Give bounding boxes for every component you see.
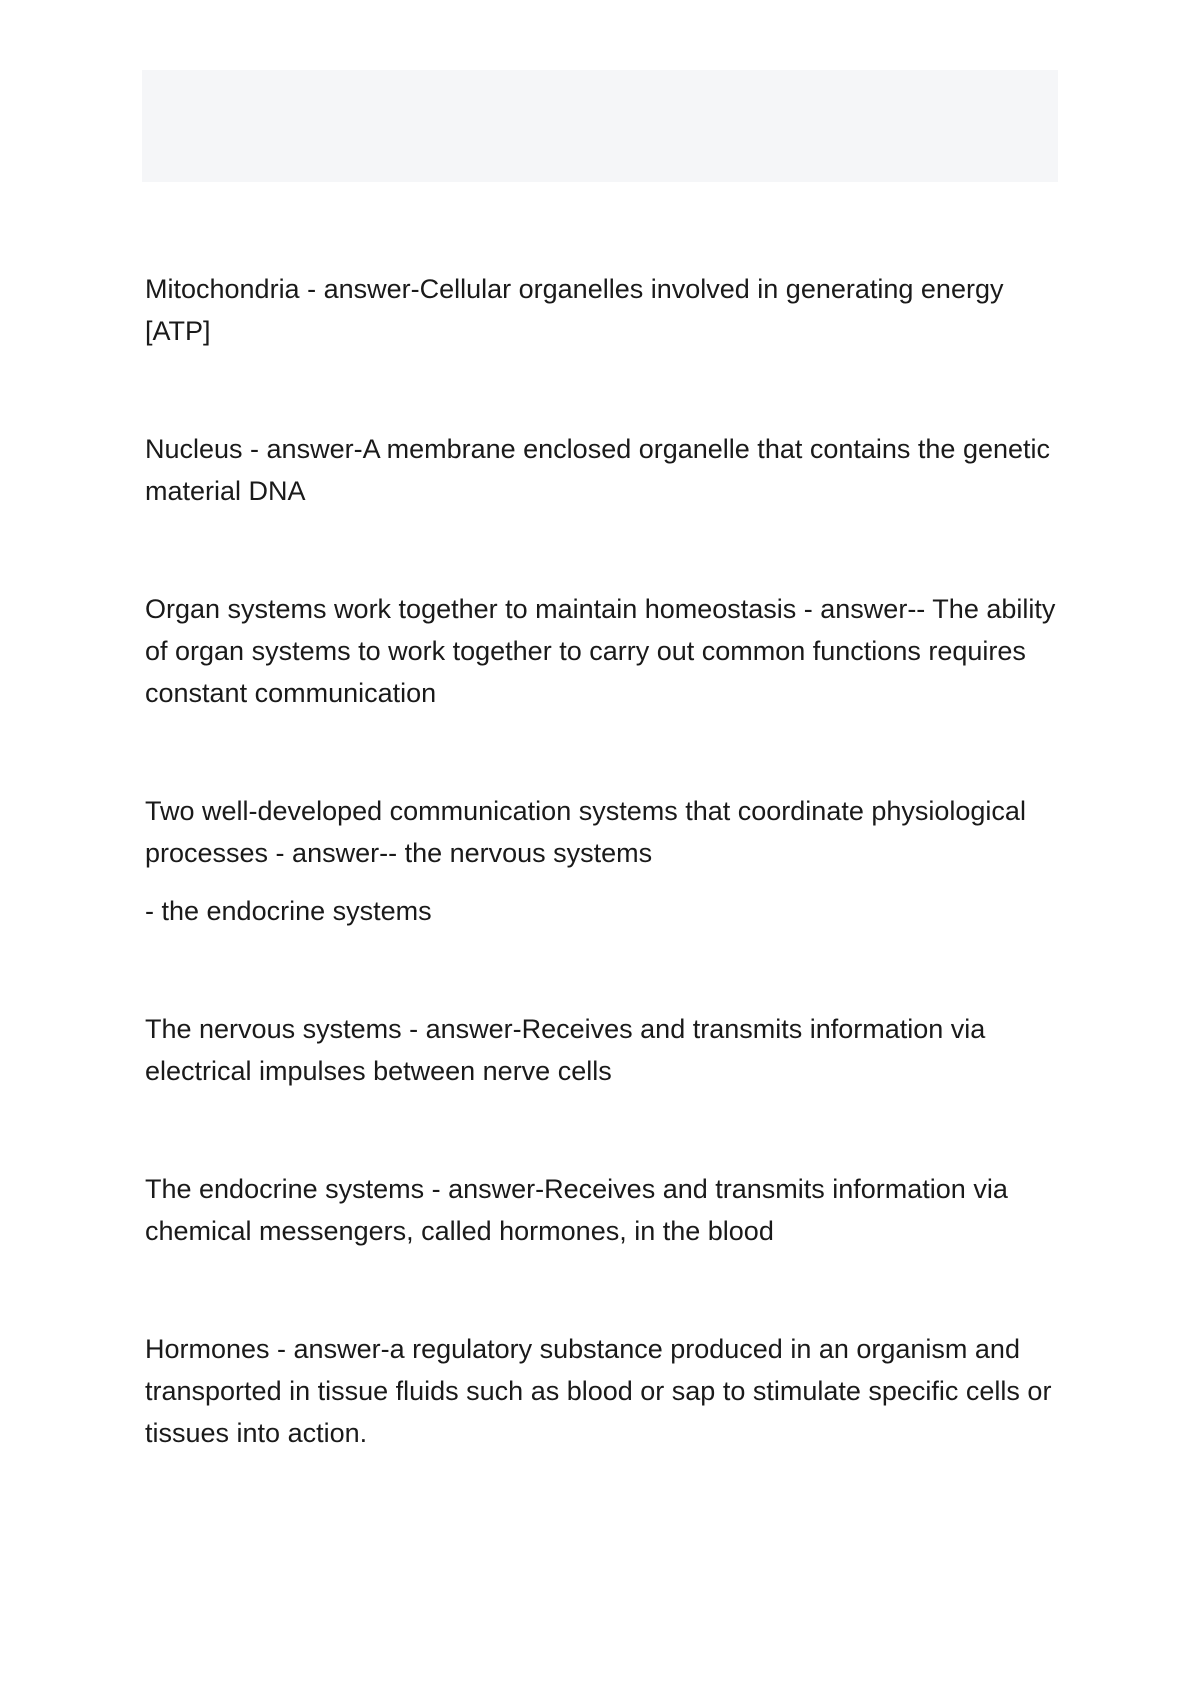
entry-text: The endocrine systems - answer-Receives and transmits information via chemical messengers, called hormones, in the blood [145, 1174, 1008, 1246]
entry-text-continuation: - the endocrine systems [145, 896, 432, 926]
flashcard-entry-nucleus [145, 428, 1065, 512]
entry-text: Nucleus - answer-A membrane enclosed organelle that contains the genetic material DNA [145, 434, 1051, 506]
flashcard-entry-nervous-systems [145, 1008, 1065, 1092]
entry-text: Hormones - answer-a regulatory substance produced in an organism and transported in tissue fluids such as blood or sap to stimulate specific cells or tissues into action. [145, 1334, 1052, 1448]
entry-text: Mitochondria - answer-Cellular organelles involved in generating energy [ATP] [145, 274, 1004, 346]
flashcard-entry-communication-systems [145, 790, 1065, 932]
flashcard-entry-organ-systems [145, 588, 1065, 714]
flashcard-entry-endocrine-systems [145, 1168, 1065, 1252]
flashcard-entry-mitochondria [145, 268, 1065, 352]
entry-text: The nervous systems - answer-Receives and transmits information via electrical impulses between nerve cells [145, 1014, 986, 1086]
entry-text: Organ systems work together to maintain homeostasis - answer-- The ability of organ systems to work together to carry out common functions requires constant communication [145, 594, 1056, 708]
header-placeholder-band [142, 70, 1058, 182]
entry-text: Two well-developed communication systems that coordinate physiological processes - answer-- the nervous systems [145, 796, 1026, 868]
flashcard-entry-hormones [145, 1328, 1065, 1454]
